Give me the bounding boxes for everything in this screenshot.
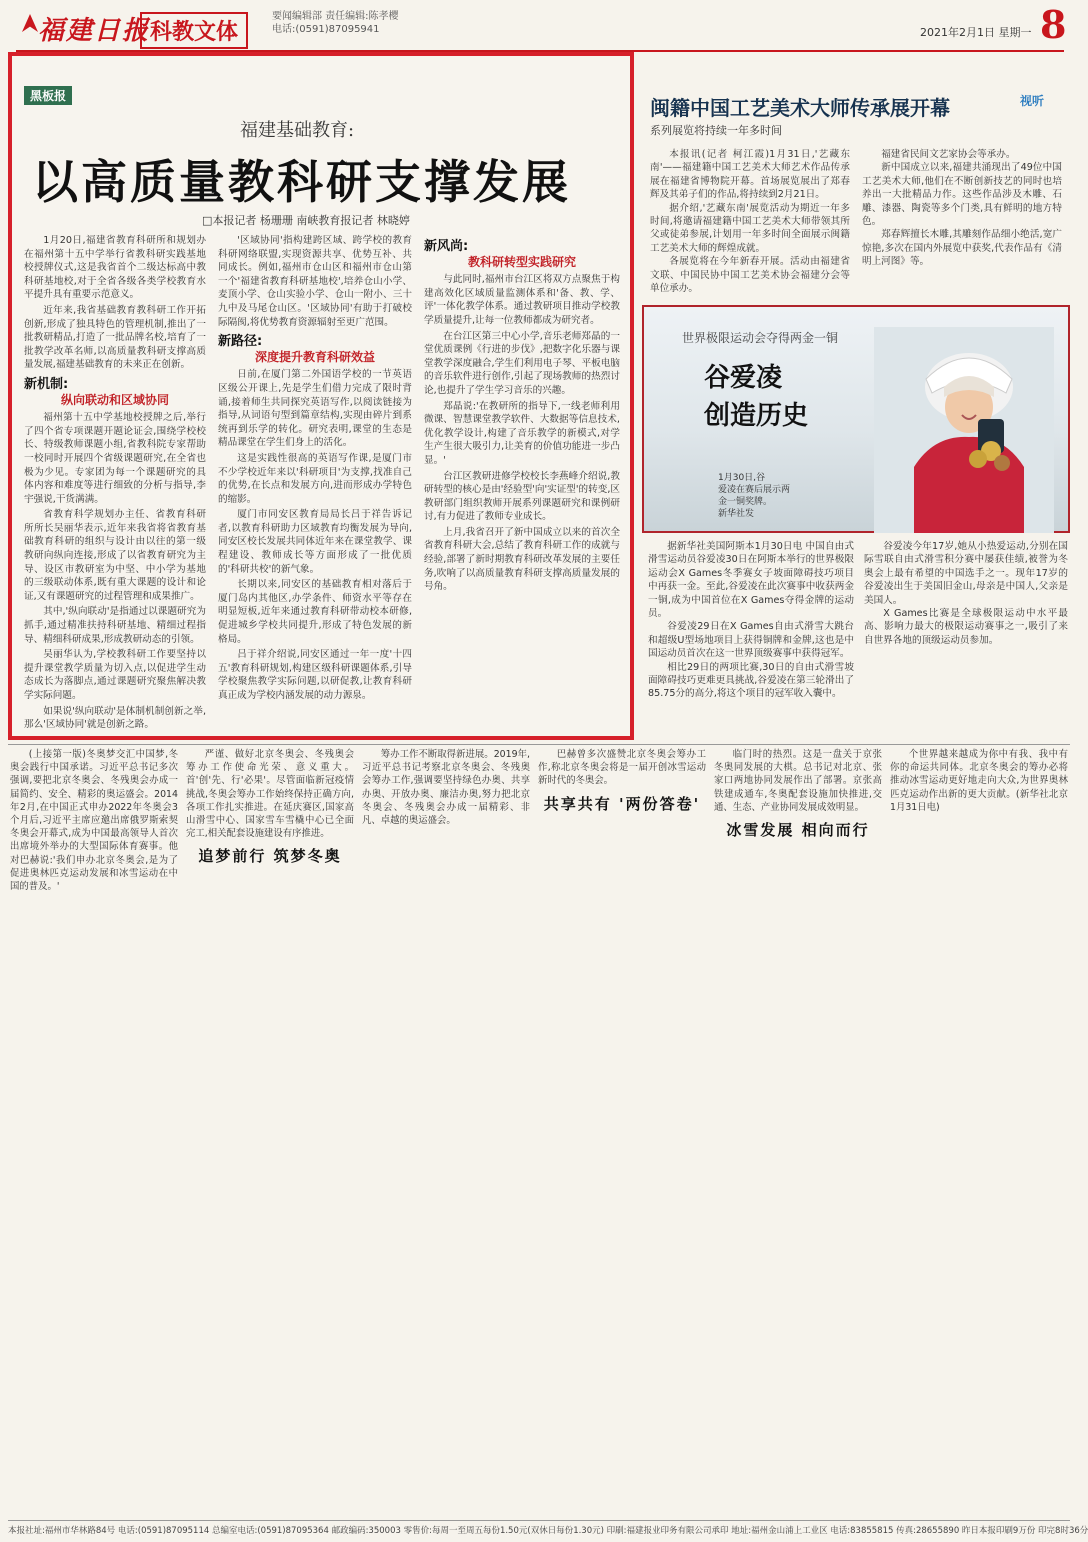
crafts-column-2 — [862, 148, 1062, 298]
paragraph: 个世界越来越成为你中有我、我中有你的命运共同体。北京冬奥会的筹办必将推动冰雪运动更好地走向大众,为世界奥林匹克运动作出新的更大贡献。(新华社北京1月31日电) — [890, 749, 1068, 813]
article-column-1 — [24, 234, 206, 731]
section-name: 科教文体 — [140, 12, 248, 49]
photo-headline-line-2: 创造历史 — [704, 401, 809, 431]
paragraph: 吴丽华认为,学校教科研工作要坚持以提升课堂教学质量为切入点,以促进学生动态成长为落脚点,通过课题研究聚焦解决教学实际问题。 — [24, 649, 206, 701]
paragraph: (上接第一版)冬奥梦交汇中国梦,冬奥会践行中国承诺。习近平总书记多次强调,要把北京冬奥会、冬残奥会办成一届简约、安全、精彩的奥运盛会。2014年2月,在中国正式申办2022年冬奥会3个月后,习近平主席应邀出席俄罗斯索契冬奥会开幕式,成为中国最高领导人首次出席境外举办的大型国际体育赛事。他对巴赫说:'我们申办北京冬奥会,是为了促进奥林匹克运动发展和冰雪运动在中国的普及。' — [10, 749, 178, 893]
paragraph: 长期以来,同安区的基础教育相对落后于厦门岛内其他区,办学条件、师资水平等存在明显短板,近年来通过教育科研带动校本研修,促进城乡学校共同提升,形成了特色发展的新格局。 — [218, 579, 412, 645]
paragraph: 郑晶说:'在教研所的指导下,一线老师利用微课、智慧课堂教学软件、大数据等信息技术,优化教学设计,构建了音乐教学的新模式,对学生产生很大吸引力,让美育的价值功能进一步凸显。' — [424, 400, 620, 466]
crafts-subheadline: 系列展览将持续一年多时间 — [650, 124, 782, 137]
paragraph: 吕于祥介绍说,同安区通过一年一度'十四五'教育科研规划,构建区级科研课题体系,引导学校聚焦教学实际问题,以研促教,让教育科研真正成为学校内涵发展的动力源泉。 — [218, 649, 412, 701]
page-footer: 本报社址:福州市华林路84号 电话:(0591)87095114 总编室电话:(0591)87095364 邮政编码:350003 零售价:每周一至周五每份1.50元(双休日每份1.30元) 印刷:福建报业印务有限公司承印 地址:福州金山浦上工业区 电话:83855815 传真:28655890 昨日本报印刷9万份 印完8时36分 — [8, 1520, 1070, 1536]
section-subtitle: 教科研转型实践研究 — [467, 254, 576, 269]
main-article — [8, 52, 634, 740]
article-column-2 — [218, 234, 412, 724]
article-kicker: 福建基础教育: — [240, 120, 355, 141]
paragraph: 在台江区第三中心小学,音乐老师郑晶的一堂优质课例《行进的步伐》,把数字化乐器与课堂教学深度融合,学生们利用电子琴、平板电脑的音乐软件进行创作,引起了现场教师的热烈讨论,也提升了学生学习音乐的兴趣。 — [424, 330, 620, 396]
lower-column-3 — [362, 748, 530, 1508]
logo-mark-icon — [22, 14, 38, 32]
lower-column-1 — [10, 748, 178, 1508]
paragraph: 本报讯(记者 柯江霞)1月31日,'艺藏东南'——福建籍中国工艺美术大师艺术作品传承展在福建省博物院开幕。首场展览展出了郑春辉及其弟子们的作品,将持续到2月21日。 — [650, 149, 850, 201]
paragraph: 新中国成立以来,福建共涌现出了49位中国工艺美术大师,他们在不断创新技艺的同时也培养出一大批精品力作。这些作品涉及木雕、石雕、漆器、陶瓷等多个门类,具有鲜明的地方特色。 — [862, 162, 1062, 228]
paragraph: 上月,我省召开了新中国成立以来的首次全省教育科研大会,总结了教育科研工作的成就与经验,部署了新时期教育科研改革发展的主要任务,吹响了以高质量教育科研支撑高质量发展的号角。 — [424, 526, 620, 593]
paragraph: 厦门市同安区教育局局长吕于祥告诉记者,以教育科研助力区域教育均衡发展为导向,同安区校长发展共同体近年来在课堂教学、课程建设、教师成长等方面形成了一批优质的'科研共校'的新气象。 — [218, 509, 412, 575]
section-heading: 新风尚: — [424, 239, 469, 254]
paragraph: X Games比赛是全球极限运动中水平最高、影响力最大的极限运动赛事之一,吸引了来自世界各地的顶级运动员参加。 — [864, 608, 1068, 646]
paragraph: 巴赫曾多次盛赞北京冬奥会筹办工作,称北京冬奥会将是一届开创冰雪运动新时代的冬奥会。 — [538, 749, 706, 787]
paragraph: 郑春辉擅长木雕,其雕刻作品细小绝活,宽广惊艳,多次在国内外展览中获奖,代表作品有《清明上河图》等。 — [862, 229, 1062, 268]
paragraph: 省教育科学规划办主任、省教育科研所所长吴丽华表示,近年来我省将省教育基础教育科研的组织与设计由以往的第一级教研向纵向连接,形成了以省教育研究为主导、设区市教研室为中坚、中小学为基地的三级联动体系,既有重大课题的设计和论证,又有课题研究的过程管理和成果推广。 — [24, 509, 206, 602]
paragraph: 如果说'纵向联动'是体制机制创新之举,那么'区域协同'就是创新之路。 — [24, 705, 206, 731]
lower-column-4 — [538, 748, 706, 1508]
editor-info: 要闻编辑部 责任编辑:陈孝樱 电话:(0591)87095941 — [272, 11, 399, 35]
photo-kicker: 世界极限运动会夺得两金一铜 — [682, 331, 839, 345]
paragraph: 与此同时,福州市台江区将双方点聚焦于构建高效化区域质量监测体系和'备、教、学、评'一体化教学体系。通过教研项目推动学校教学质量提升,让每一位教师都成为研究者。 — [424, 274, 620, 326]
athlete-photo — [874, 327, 1054, 533]
lower-column-5 — [714, 748, 882, 1508]
section-tag: 视听 — [1020, 94, 1045, 108]
sports-column-1 — [648, 540, 854, 740]
paragraph: 筹办工作不断取得新进展。2019年,习近平总书记考察北京冬奥会、冬残奥会筹办工作,强调要坚持绿色办奥、共享办奥、开放办奥、廉洁办奥,努力把北京冬奥会、冬残奥会办成一届精彩、非凡、卓越的奥运盛会。 — [362, 749, 530, 827]
paragraph: 台江区教研进修学校校长李燕峰介绍说,教研转型的核心是由'经验型'向'实证型'的转变,区教研部门组织教师开展系列课题研究和课例研讨,有力促进了教师专业成长。 — [424, 470, 620, 523]
masthead — [0, 0, 1080, 56]
paragraph: 据新华社美国阿斯本1月30日电 中国自由式滑雪运动员谷爱凌30日在阿斯本举行的世界极限运动会X Games冬季赛女子坡面障碍技巧项目中再获一金。至此,谷爱凌在此次赛事中收获两金一铜,成为中国首位在X Games夺得金牌的运动员。 — [648, 541, 854, 620]
lower-subheading: 冰雪发展 相向而行 — [726, 821, 870, 840]
section-heading: 新路径: — [218, 334, 263, 350]
lower-subheading: 追梦前行 筑梦冬奥 — [198, 847, 342, 866]
newspaper-logo: 福建日报 — [38, 16, 151, 46]
paragraph: 各展览将在今年新春开展。活动由福建省文联、中国民协中国工艺美术协会福建分会等单位承办。 — [650, 256, 850, 295]
crafts-article — [640, 52, 1070, 302]
paragraph: 这是实践性很高的英语写作课,是厦门市不少学校近年来以'科研项目'为支撑,找准自己的优势,在长点和发展方向,进而形成办学特色的缩影。 — [218, 452, 412, 505]
lower-subheading: 共享共有 '两份答卷' — [543, 794, 701, 813]
paragraph: 谷爱凌今年17岁,她从小热爱运动,分别在国际雪联自由式滑雪积分赛中屡获佳绩,被誉为冬奥会上最有希望的中国选手之一。现年17岁的谷爱凌出生于美国旧金山,母亲是中国人,父亲是美国人。 — [864, 541, 1068, 606]
column-badge: 黑板报 — [24, 86, 72, 105]
paragraph: 相比29日的两项比赛,30日的自由式滑雪坡面障碍技巧更难更具挑战,谷爱凌在第三轮滑出了85.75分的高分,将这个项目的冠军收入囊中。 — [648, 661, 854, 700]
paragraph: 日前,在厦门第二外国语学校的一节英语区级公开课上,先是学生们借力完成了限时背诵,接着师生共同探究英语写作,以阅读链接为指导,从词语句型到篇章结构,实现由碎片到系统再到乐学的转化。研究表明,课堂的生态是精品课堂在学生们身上的活化。 — [218, 369, 412, 449]
section-heading: 新机制: — [24, 376, 69, 392]
paragraph: 福建省民间文艺家协会等承办。 — [881, 149, 1016, 160]
article-headline: 以高质量教科研支撑发展 — [32, 155, 571, 209]
photo-feature — [642, 305, 1070, 533]
paragraph: 严谨、做好北京冬奥会、冬残奥会筹办工作使命光荣、意义重大。首'创'先、行'必果'。尽管面临新冠疫情挑战,冬奥会筹办工作始终保持正确方向,各项工作扎实推进。在延庆赛区,国家高山滑雪中心、国家雪车雪橇中心已全面完工,相关配套设施建设有序推进。 — [186, 749, 354, 840]
article-byline: □本报记者 杨珊珊 南峡教育报记者 林晓婷 — [202, 214, 410, 227]
section-subtitle: 纵向联动和区域协同 — [60, 392, 169, 407]
paragraph: 其中,'纵向联动'是指通过以课题研究为抓手,通过精准扶持科研基地、精细过程指导、精细科研成果,形成教研动态的引领。 — [24, 606, 206, 645]
issue-date: 2021年2月1日 星期一 — [920, 26, 1032, 39]
paragraph: 据介绍,'艺藏东南'展览活动为期近一年多时间,将邀请福建籍中国工艺美术大师带领其所父或徒弟参展,计划用一年多时间全面展示闽籍工艺美术大师的辉煌成就。 — [650, 202, 850, 254]
crafts-headline: 闽籍中国工艺美术大师传承展开幕 — [650, 96, 950, 120]
photo-caption: 1月30日,谷 爱凌在赛后展示两 金一铜奖牌。 新华社发 — [718, 473, 791, 519]
section-divider — [8, 744, 1070, 745]
paragraph: 1月20日,福建省教育科研所和规划办在福州第十五中学举行省教科研实践基地校授牌仪式,这是我省首个二级达标高中教科研基地校,对于全省各级各类学校教育水平提升具有重要示范意义。 — [24, 235, 206, 301]
paragraph: 谷爱凌29日在X Games自由式滑雪大跳台和超级U型场地项目上获得铜牌和金牌,这也是中国运动员首次在这一世界顶级赛事中获得冠军。 — [648, 621, 854, 660]
crafts-column-1 — [650, 148, 850, 298]
paragraph: 临门时的热烈。这是一盘关于京张冬奥同发展的大棋。总书记对北京、张家口两地协同发展作出了部署。京张高铁建成通车,冬奥配套设施加快推进,交通、生态、产业协同发展成效明显。 — [714, 749, 882, 813]
section-subtitle: 深度提升教育科研效益 — [254, 349, 375, 364]
photo-headline-line-1: 谷爱凌 — [704, 363, 783, 393]
sports-column-2 — [864, 540, 1068, 740]
lower-column-2 — [186, 748, 354, 1508]
paragraph: '区域协同'指构建跨区域、跨学校的教育科研网络联盟,实现资源共享、优势互补、共同成长。例如,福州市仓山区和福州市仓山第一个'福建省教育科研基地校',培养仓山小学、麦顶小学、仓山实验小学、仓山一附小、三十九中及马尾仓山区。'区域协同'有助于打破校际隔阂,将优势教育资源辐射至更广范围。 — [218, 235, 412, 328]
page-number: 8 — [1040, 2, 1067, 47]
paragraph: 近年来,我省基础教育教科研工作开拓创新,形成了独具特色的管理机制,推出了一批教研精品,打造了一批品牌名校,培育了一批教学改革名师,以高质量教科研支撑高质量发展,福建基础教育的未来正在创新。 — [24, 304, 206, 371]
article-column-3 — [424, 234, 620, 724]
paragraph: 福州第十五中学基地校授牌之后,举行了四个省专项课题开题论证会,围绕学校校长、特级教师课题小组,省教科院专家帮助一校同时开展四个省级课题研究,在全省也极为少见。专家团为每一个课题研究的具体内容和难度等进行细致的分析与指导,李宇强说,干货满满。 — [24, 412, 206, 505]
lower-column-6 — [890, 748, 1068, 1508]
